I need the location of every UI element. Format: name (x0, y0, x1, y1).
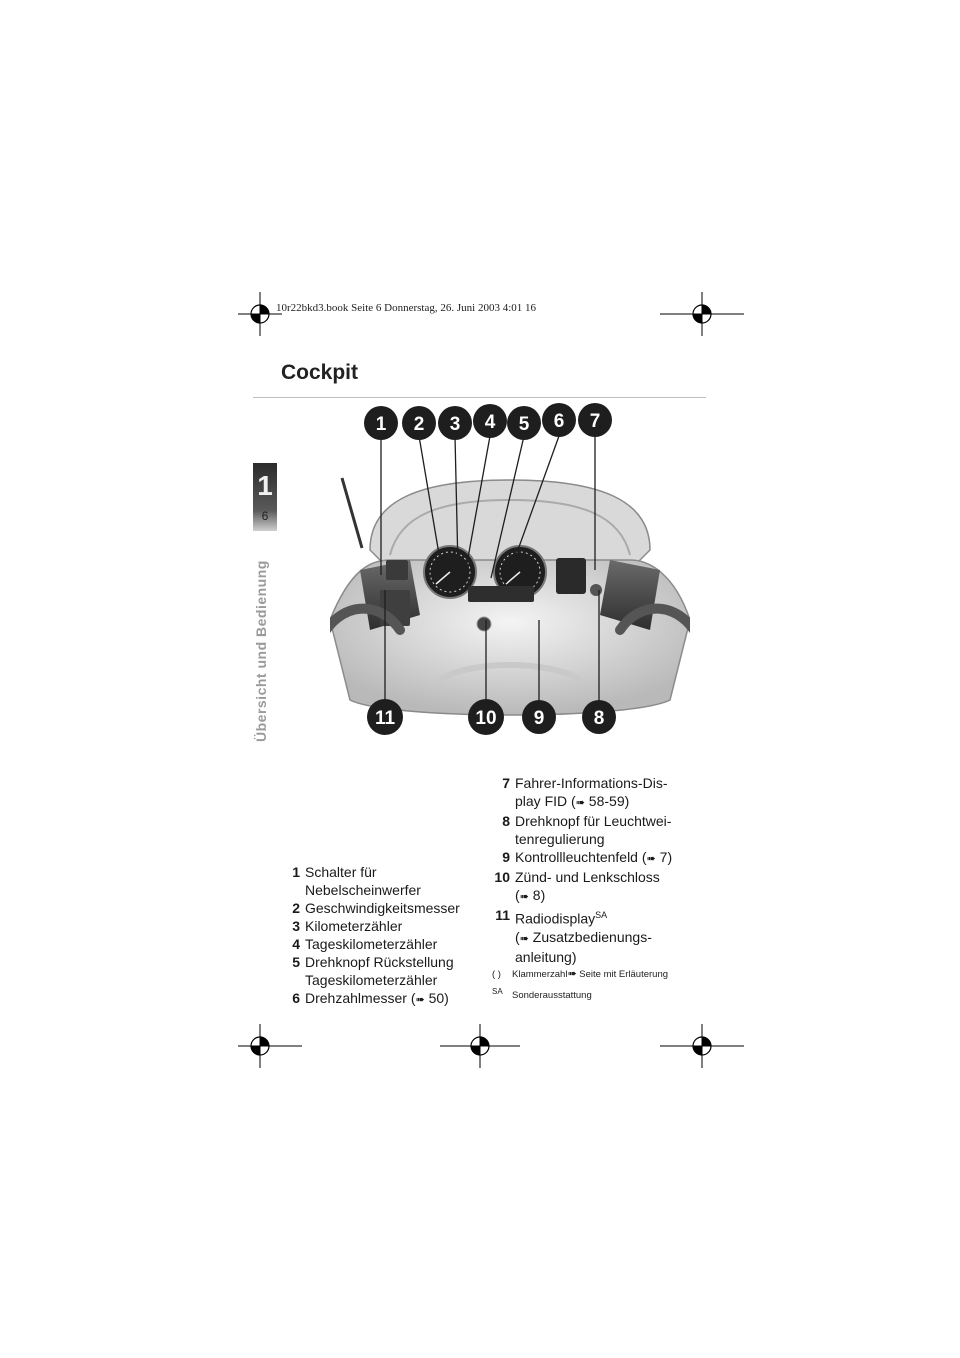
footnote-page-ref: ( ) Klammerzahl➠ Seite mit Erläuterung (492, 968, 669, 980)
callout-8 (582, 700, 616, 734)
legend-item-8: 8 Drehknopf für Leuchtwei- tenregulierung (502, 813, 672, 847)
svg-text:3: 3 (449, 414, 461, 435)
callout-6 (542, 403, 576, 437)
callout-2 (402, 406, 436, 440)
callouts-top (360, 400, 620, 450)
svg-text:2: 2 (413, 414, 425, 435)
svg-text:7: 7 (589, 411, 601, 432)
svg-text:5: 5 (518, 414, 530, 435)
legend-item-7: 7 Fahrer-Informations-Dis- play FID (➠ 58-59) (502, 775, 668, 809)
chapter-number: 1 (257, 470, 273, 501)
callout-11 (367, 699, 403, 735)
legend-item-4: 4 Tageskilometerzähler (292, 936, 438, 952)
page-ref-arrow-icon: ➠ (567, 968, 577, 980)
page-ref-arrow-icon: ➠ (519, 891, 529, 903)
page-ref-arrow-icon: ➠ (415, 994, 425, 1006)
callout-3 (438, 406, 472, 440)
svg-text:11: 11 (374, 708, 396, 729)
svg-text:4: 4 (484, 412, 496, 433)
callout-1 (364, 406, 398, 440)
legend-left (281, 863, 481, 1009)
svg-text:9: 9 (533, 708, 545, 729)
legend-item-10: 10 Zünd- und Lenkschloss (➠ 8) (494, 869, 660, 903)
callout-4 (473, 404, 507, 438)
callout-10 (468, 699, 504, 735)
callout-7 (578, 403, 612, 437)
legend-item-3: 3 Kilometerzähler (292, 918, 403, 934)
page-ref-arrow-icon: ➠ (575, 797, 585, 809)
legend-item-1: 1 Schalter für Nebelscheinwerfer (292, 864, 421, 898)
svg-text:10: 10 (475, 708, 497, 729)
callout-5 (507, 406, 541, 440)
page-title: Cockpit (281, 361, 359, 384)
legend-item-5: 5 Drehknopf Rückstellung Tageskilometerzähler (292, 954, 454, 988)
footnote-special-equipment: SA Sonderausstattung (492, 987, 592, 1002)
legend-item-9: 9 Kontrollleuchtenfeld (➠ 7) (502, 849, 673, 865)
callout-9 (522, 700, 556, 734)
book-header-line: 10r22bkd3.book Seite 6 Donnerstag, 26. Juni 2003 4:01 16 (276, 302, 537, 314)
legend-item-11: 11 Radiodisplay$^{SA}$ (➠ Zusatzbedienungs- anleitung) (495, 907, 652, 965)
page-ref-arrow-icon: ➠ (646, 853, 656, 865)
page-ref-arrow-icon: ➠ (519, 932, 529, 945)
page-number: 6 (261, 509, 269, 523)
legend-item-2: 2 Geschwindigkeitsmesser (292, 900, 460, 916)
svg-text:8: 8 (593, 708, 605, 729)
chapter-side-label: Übersicht und Bedienung (253, 560, 269, 742)
legend-right (487, 774, 717, 966)
svg-text:1: 1 (375, 414, 387, 435)
callouts-bottom (360, 695, 620, 741)
legend-item-6: 6 Drehzahlmesser (➠ 50) (292, 990, 449, 1006)
svg-text:6: 6 (553, 411, 565, 432)
